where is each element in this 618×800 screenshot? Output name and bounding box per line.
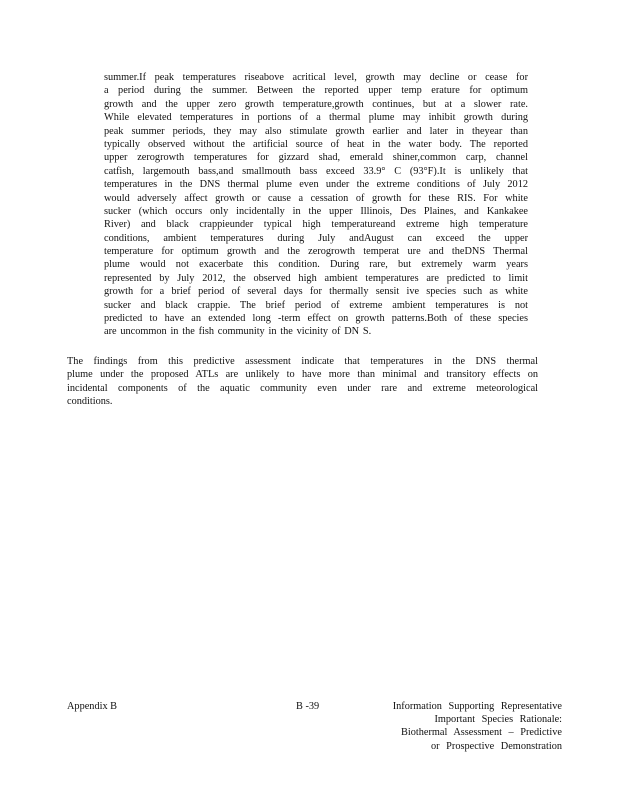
paragraph-line: upper zerogrowth temperatures for gizzard shad, emerald shiner,common carp, channel <box>104 152 528 164</box>
paragraph-line: summer.If peak temperatures riseabove acritical level, growth may decline or cease for <box>104 72 528 83</box>
paragraph-line: represented by July 2012, the observed high ambient temperatures are predicted to limit <box>104 272 528 284</box>
paragraph-line: temperature for optimum growth and the zerogrowth temperat ure and theDNS Thermal <box>104 246 528 258</box>
paragraph-line: growth and the upper zero growth temperature,growth continues, but at a slower rate. <box>104 98 528 110</box>
paragraph-line: While elevated temperatures in portions of a thermal plume may inhibit growth during <box>104 112 528 124</box>
paragraph-line: River) and black crappieunder typical high temperatureand extreme high temperature <box>104 219 528 231</box>
footer-page-number: B -39 <box>296 701 320 712</box>
paragraph-line: are uncommon in the fish community in the vicinity of DN S. <box>104 326 372 338</box>
indented-paragraph <box>104 71 528 339</box>
paragraph-line: growth for a brief period of several days for thermally sensit ive species such as white <box>104 286 528 298</box>
paragraph-line: predicted to have an extended long -term effect on growth patterns.Both of these species <box>104 313 528 325</box>
paragraph-line: sucker and black crappie. The brief period of extreme ambient temperatures is not <box>104 299 528 311</box>
paragraph-line: sucker (which occurs only incidentally in the upper Illinois, Des Plaines, and Kankakee <box>104 205 528 217</box>
paragraph-line: typically observed without the artificial source of heat in the water body. The reported <box>104 138 528 150</box>
paragraph-line: would adversely affect growth or cause a cessation of growth for these RIS. For white <box>104 192 528 204</box>
paragraph-line: a period during the summer. Between the reported upper temp erature for optimum <box>104 85 528 97</box>
footer-appendix-label: Appendix B <box>67 701 118 712</box>
paragraph-line: peak summer periods, they may also stimulate growth earlier and later in theyear than <box>104 125 528 137</box>
paragraph-line: catfish, largemouth bass,and smallmouth bass exceed 33.9° C (93°F).It is unlikely that <box>104 165 528 177</box>
paragraph-line: plume under the proposed ATLs are unlikely to have more than minimal and transitory effects on <box>67 369 538 381</box>
paragraph-line: temperatures in the DNS thermal plume even under the extreme conditions of July 2012 <box>104 179 528 191</box>
paragraph-line: conditions, ambient temperatures during July andAugust can exceed the upper <box>104 232 528 244</box>
footer-title-line: Information Supporting Representative <box>392 701 562 712</box>
main-paragraph <box>67 355 538 409</box>
footer-title-line: Biothermal Assessment – Predictive <box>401 727 562 739</box>
paragraph-line: incidental components of the aquatic community even under rare and extreme meteorological <box>67 382 538 394</box>
footer-title-line: Important Species Rationale: <box>434 714 562 726</box>
paragraph-line: conditions. <box>67 396 113 408</box>
footer-section-title <box>362 700 562 753</box>
paragraph-line: plume would not exacerbate this condition. During rare, but extremely warm years <box>104 259 528 271</box>
paragraph-line: The findings from this predictive assessment indicate that temperatures in the DNS thermal <box>67 356 538 367</box>
footer-title-line: or Prospective Demonstration <box>431 740 562 752</box>
